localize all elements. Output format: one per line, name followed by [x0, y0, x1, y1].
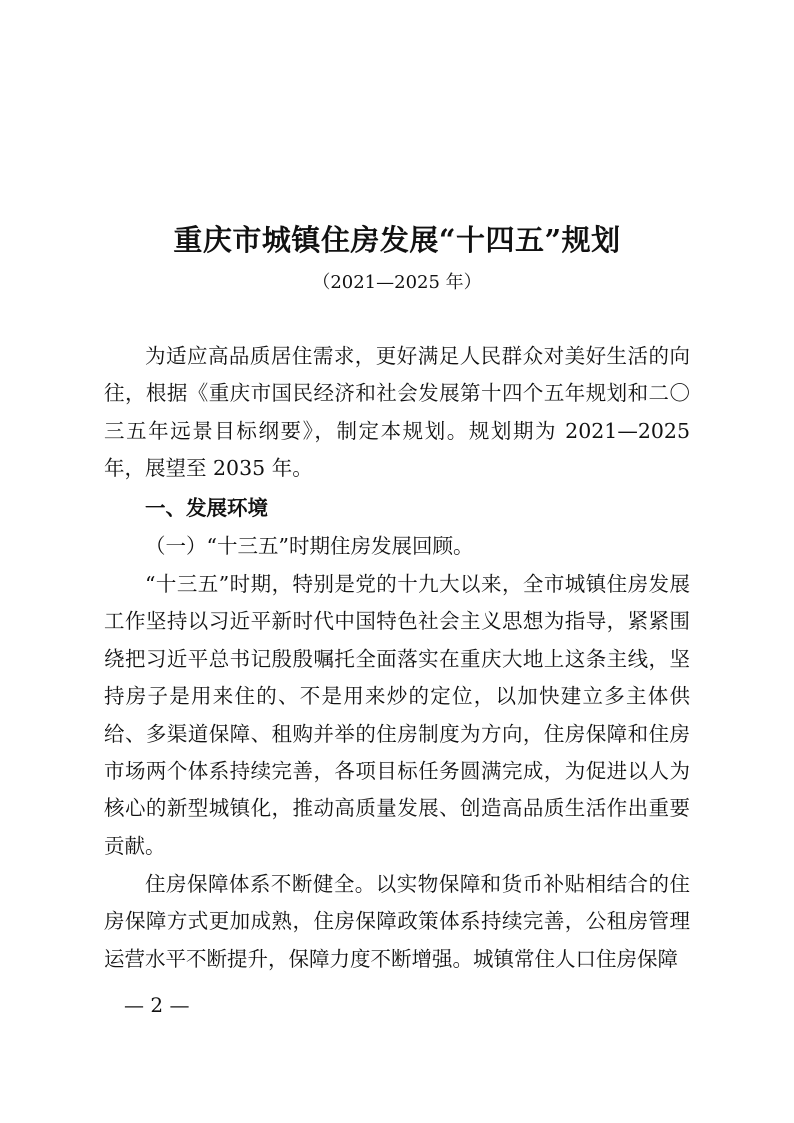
housing-security-paragraph: 住房保障体系不断健全。以实物保障和货币补贴相结合的住房保障方式更加成熟，住房保障政策体系持续完善，公租房管理运营水平不断提升，保障力度不断增强。城镇常住人口住房保障	[104, 872, 690, 971]
review-paragraph: “十三五”时期，特别是党的十九大以来，全市城镇住房发展工作坚持以习近平新时代中国特色社会主义思想为指导，紧紧围绕把习近平总书记殷殷嘱托全面落实在重庆大地上这条主线，坚持房子是用来住的、不是用来炒的定位，以加快建立多主体供给、多渠道保障、租购并举的住房制度为方向，住房保障和住房市场两个体系持续完善，各项目标任务圆满完成，为促进以人为核心的新型城镇化，推动高质量发展、创造高品质生活作出重要贡献。	[104, 572, 690, 858]
intro-paragraph: 为适应高品质居住需求，更好满足人民群众对美好生活的向往，根据《重庆市国民经济和社会发展第十四个五年规划和二〇三五年远景目标纲要》，制定本规划。规划期为 2021—2025 年，展望至 2035 年。	[104, 344, 690, 481]
page-number: — 2 —	[124, 993, 190, 1017]
document-subtitle: （2021—2025 年）	[312, 272, 482, 293]
section-heading: 一、发展环境	[145, 496, 268, 520]
document-title: 重庆市城镇住房发展“十四五”规划	[173, 223, 621, 257]
subsection-heading: （一）“十三五”时期住房发展回顾。	[145, 534, 474, 558]
